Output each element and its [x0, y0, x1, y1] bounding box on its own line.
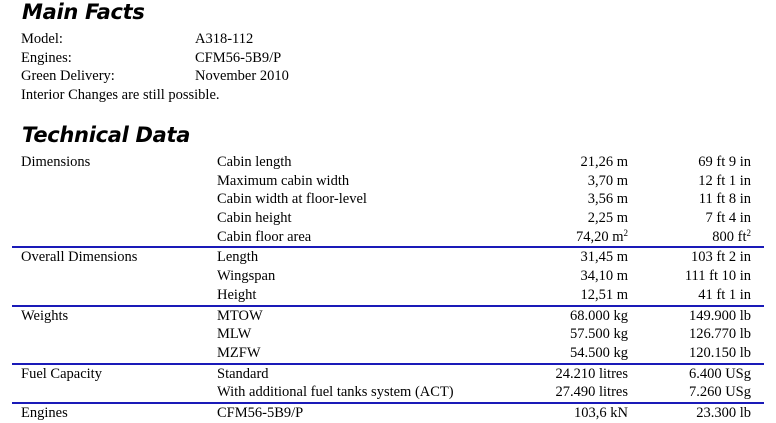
item-label-cell [217, 344, 261, 364]
imperial-value: 23.300 lb [696, 404, 751, 421]
table-row [12, 209, 764, 228]
imperial-value: 6.400 USg [688, 365, 751, 382]
item-label-cell [217, 267, 275, 286]
imperial-value: 149.900 lb [688, 307, 751, 324]
imperial-value-cell [689, 307, 751, 326]
imperial-value-cell [689, 365, 751, 384]
item-label: Maximum cabin width [217, 172, 350, 189]
imperial-value: 120.150 lb [688, 344, 751, 361]
imperial-value: 103 ft 2 in [690, 249, 751, 266]
metric-value-cell [570, 344, 628, 364]
item-label: Height [217, 286, 257, 303]
imperial-value: 41 ft 1 in [698, 286, 751, 303]
item-label: Length [217, 249, 259, 266]
item-label: Cabin length [217, 154, 292, 170]
metric-value-cell [576, 228, 628, 248]
metric-value: 21,26 m [580, 154, 628, 170]
table-group [12, 402, 764, 423]
item-label: MTOW [217, 307, 263, 324]
technical-data-heading: Technical Data [22, 123, 191, 147]
item-label: Cabin height [217, 210, 292, 227]
metric-value: 3,56 m [587, 191, 628, 208]
item-label-cell [217, 383, 454, 403]
item-label-cell [217, 286, 256, 306]
fact-label: Green Delivery: [21, 68, 115, 84]
item-label: Wingspan [217, 268, 276, 285]
imperial-value-cell [689, 344, 751, 364]
table-row [12, 267, 764, 286]
item-label: Standard [217, 365, 269, 382]
table-row [12, 383, 764, 402]
imperial-value-cell [691, 248, 751, 267]
table-row [12, 344, 764, 363]
table-row [12, 228, 764, 247]
fact-label: Model: [21, 31, 63, 47]
table-group [12, 246, 764, 304]
item-label-cell [217, 153, 292, 172]
imperial-value-cell [689, 325, 751, 344]
table-row [12, 404, 764, 423]
imperial-value: 7.260 USg [688, 384, 751, 401]
imperial-value-cell [699, 190, 751, 209]
item-label: CFM56-5B9/P [217, 404, 304, 421]
metric-value-cell [570, 307, 628, 326]
fact-label: Engines: [21, 49, 72, 66]
item-label-cell [217, 209, 292, 228]
item-label-cell [217, 307, 263, 326]
imperial-value: 7 ft 4 in [705, 210, 751, 227]
metric-value-cell [588, 190, 628, 209]
item-label-cell [217, 365, 269, 384]
metric-value: 31,45 m [580, 249, 628, 266]
metric-value: 68.000 kg [570, 307, 628, 324]
table-row [12, 153, 764, 172]
table-row [12, 307, 764, 326]
item-label: MZFW [217, 344, 261, 361]
item-label-cell [217, 325, 251, 344]
item-label-cell [217, 404, 303, 423]
fact-row-green-delivery [21, 67, 421, 86]
metric-value-cell [580, 153, 628, 172]
imperial-value-cell [698, 153, 751, 172]
imperial-value-cell [689, 383, 751, 403]
metric-value: 74,20 m [575, 228, 624, 245]
superscript: 2 [746, 227, 751, 238]
metric-value-cell [580, 267, 628, 286]
superscript: 2 [623, 227, 628, 238]
metric-value-cell [570, 325, 628, 344]
metric-value: 34,10 m [580, 268, 628, 285]
category-label: Fuel Capacity [21, 365, 102, 382]
imperial-value-cell [705, 209, 751, 228]
table-group [12, 153, 764, 246]
fact-value: A318-112 [195, 31, 254, 47]
metric-value: 2,25 m [587, 210, 628, 227]
imperial-value-cell [698, 286, 751, 306]
main-facts-heading: Main Facts [22, 0, 145, 24]
metric-value: 57.500 kg [570, 326, 628, 343]
imperial-value: 12 ft 1 in [698, 172, 751, 189]
fact-value: CFM56-5B9/P [195, 49, 282, 66]
item-label-cell [217, 190, 367, 209]
item-label: With additional fuel tanks system (ACT) [217, 384, 454, 401]
metric-value-cell [588, 209, 628, 228]
category-label: Overall Dimensions [21, 249, 138, 266]
category-label: Dimensions [21, 154, 91, 170]
metric-value: 103,6 kN [574, 404, 628, 421]
item-label-cell [217, 248, 258, 267]
imperial-value: 11 ft 8 in [698, 191, 751, 208]
metric-value: 3,70 m [587, 172, 628, 189]
item-label-cell [217, 228, 311, 248]
imperial-value: 126.770 lb [688, 326, 751, 343]
imperial-value: 800 ft [712, 228, 747, 245]
metric-value-cell [556, 383, 629, 403]
main-facts-list [21, 30, 421, 104]
imperial-value-cell [685, 267, 751, 286]
category-label: Engines [21, 404, 68, 421]
imperial-value: 111 ft 10 in [684, 268, 751, 285]
metric-value: 24.210 litres [555, 365, 628, 382]
metric-value: 27.490 litres [555, 384, 628, 401]
item-label-cell [217, 172, 349, 191]
item-label: MLW [217, 326, 252, 343]
imperial-value-cell [696, 404, 751, 423]
fact-row-model [21, 30, 421, 49]
table-row [12, 286, 764, 305]
interior-note: Interior Changes are still possible. [21, 86, 220, 103]
table-row [12, 172, 764, 191]
metric-value-cell [588, 172, 628, 191]
table-group [12, 305, 764, 363]
fact-value: November 2010 [195, 68, 289, 84]
fact-row-engines [21, 49, 421, 68]
category-label: Weights [21, 307, 69, 324]
table-group [12, 363, 764, 402]
imperial-value-cell [712, 228, 751, 248]
table-row [12, 325, 764, 344]
table-row [12, 365, 764, 384]
metric-value: 12,51 m [580, 286, 628, 303]
item-label: Cabin width at floor-level [217, 191, 367, 208]
table-row [12, 190, 764, 209]
item-label: Cabin floor area [217, 228, 312, 245]
imperial-value: 69 ft 9 in [698, 154, 751, 170]
metric-value-cell [580, 248, 628, 267]
metric-value: 54.500 kg [570, 344, 628, 361]
metric-value-cell [574, 404, 628, 423]
table-row [12, 248, 764, 267]
imperial-value-cell [698, 172, 751, 191]
technical-data-table [12, 153, 764, 423]
metric-value-cell [556, 365, 629, 384]
metric-value-cell [580, 286, 628, 306]
